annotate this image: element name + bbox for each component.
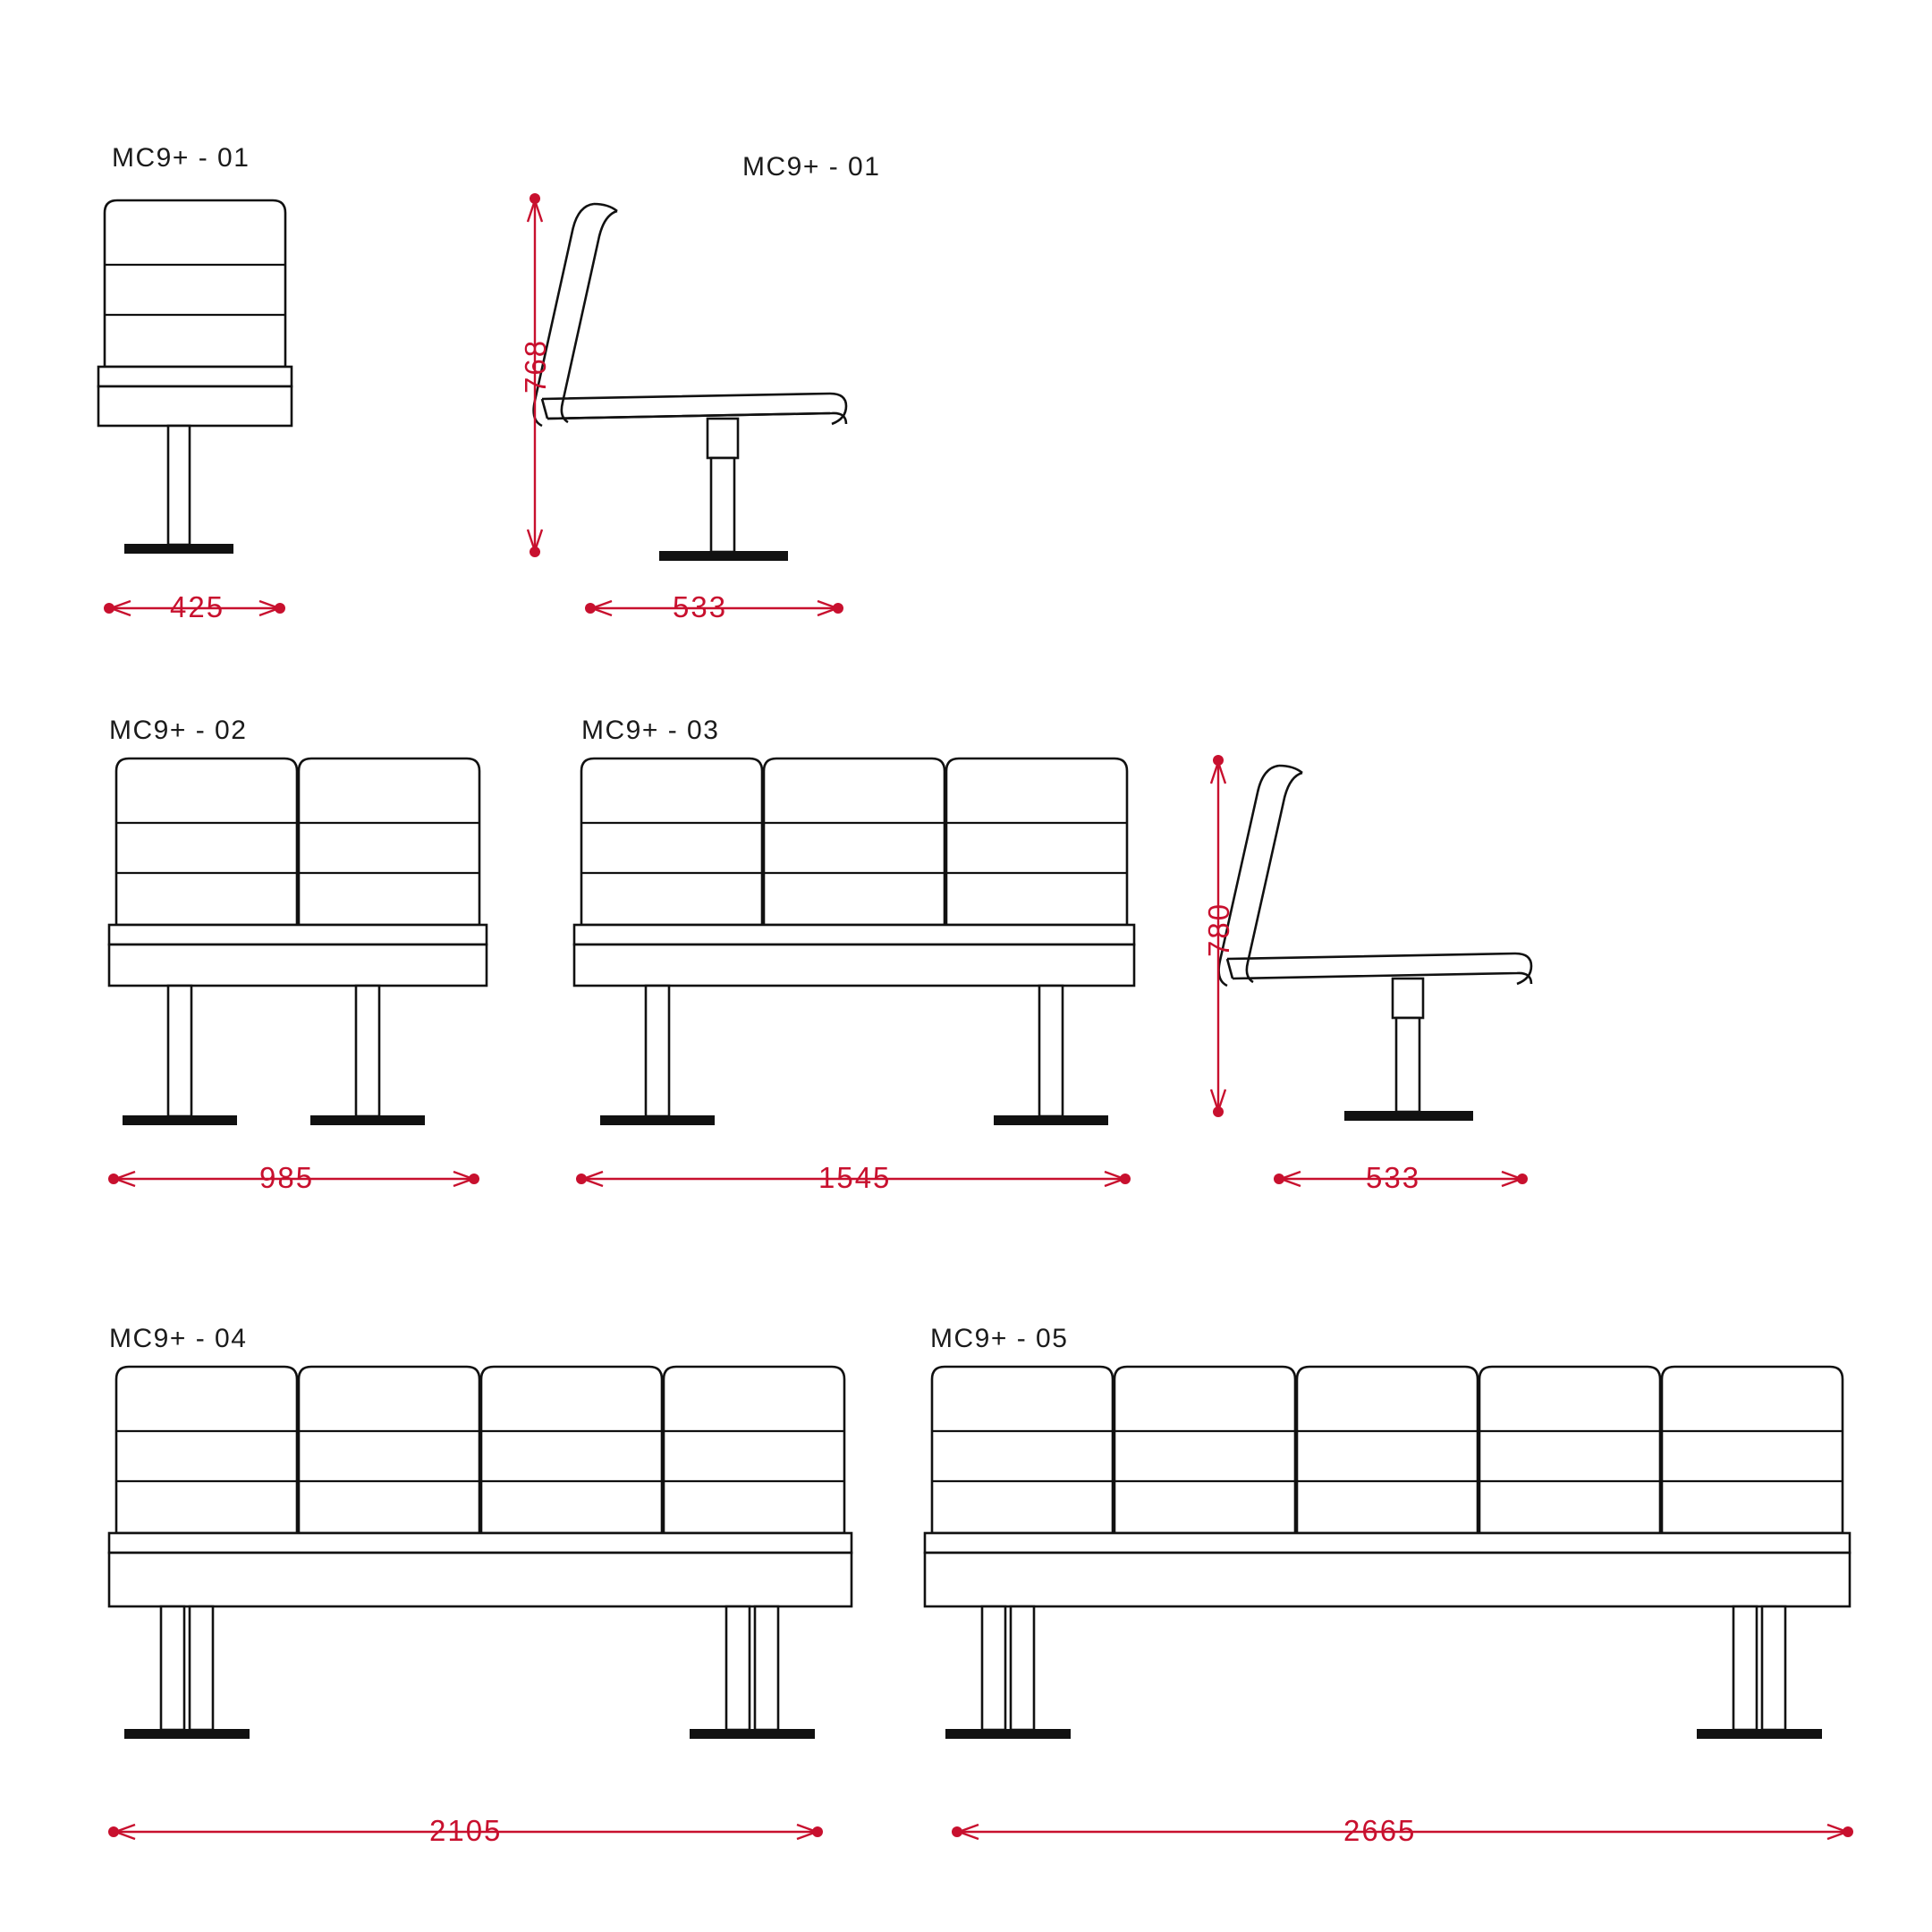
dim-text-2105: 2105 [429,1814,503,1847]
dim-text-780: 780 [1202,902,1235,957]
item-label-mc9-01-side: MC9+ - 01 [742,152,881,182]
dim-text-533-mid: 533 [1366,1161,1421,1194]
dim-text-533-top: 533 [673,590,728,623]
chair-01-front-view [98,200,292,553]
dim-text-768: 768 [519,338,552,394]
dim-text-2665: 2665 [1343,1814,1417,1847]
bench-03-front-view [574,758,1134,1124]
item-label-mc9-01-front: MC9+ - 01 [112,143,250,173]
item-label-mc9-02: MC9+ - 02 [109,716,248,745]
chair-01-side-view [534,204,846,560]
item-label-mc9-05: MC9+ - 05 [930,1324,1069,1353]
chair-side-view-780 [1219,766,1531,1120]
item-label-mc9-04: MC9+ - 04 [109,1324,248,1353]
bench-05-front-view [925,1367,1850,1738]
dim-text-985: 985 [259,1161,315,1194]
dim-text-1545: 1545 [818,1161,892,1194]
bench-04-front-view [109,1367,852,1738]
bench-02-front-view [109,758,487,1124]
item-label-mc9-03: MC9+ - 03 [581,716,720,745]
dim-text-425: 425 [170,590,225,623]
